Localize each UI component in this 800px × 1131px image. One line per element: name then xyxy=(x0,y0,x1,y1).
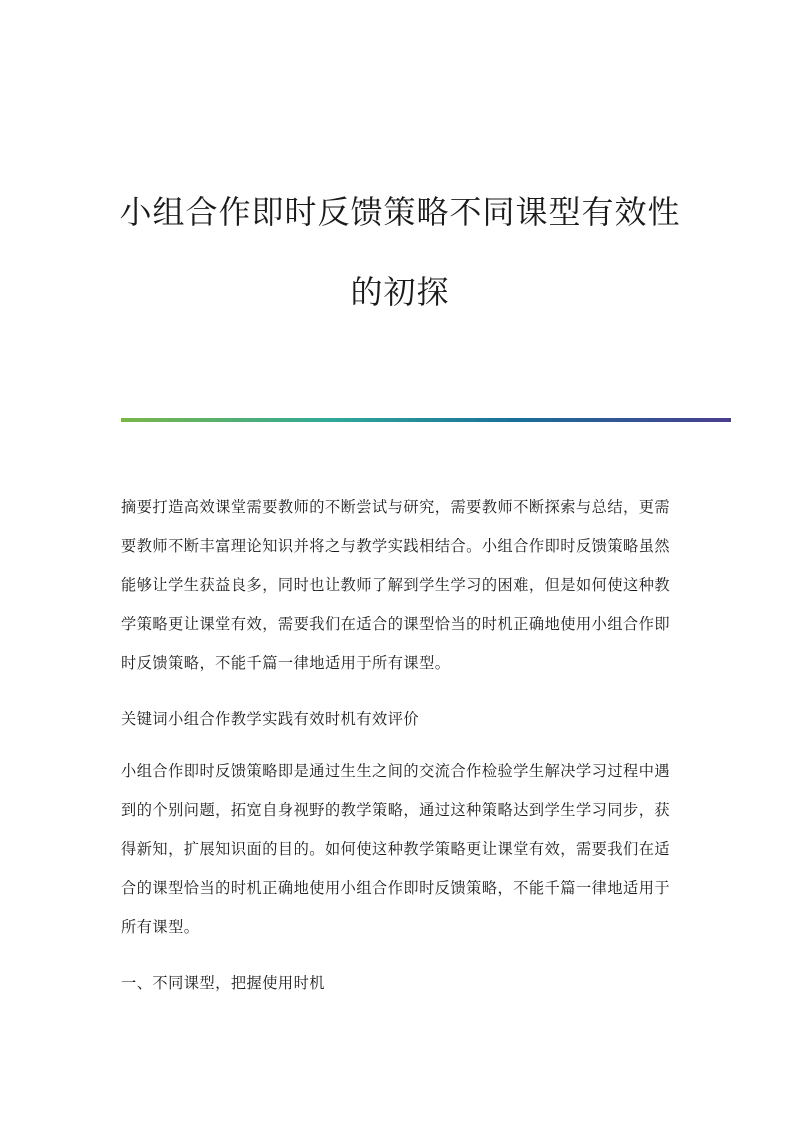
gradient-divider xyxy=(121,418,731,422)
abstract-paragraph: 摘要打造高效课堂需要教师的不断尝试与研究，需要教师不断探索与总结，更需要教师不断丰富理论知识并将之与教学实践相结合。小组合作即时反馈策略虽然能够让学生获益良多，同时也让教师了解到学生学习的困难，但是如何使这种教学策略更让课堂有效，需要我们在适合的课型恰当的时机正确地使用小组合作即时反馈策略，不能千篇一律地适用于所有课型。 xyxy=(121,498,671,672)
document-title-line-1: 小组合作即时反馈策略不同课型有效性 xyxy=(119,193,681,231)
document-title-line-2: 的初探 xyxy=(350,273,450,311)
keywords-line: 关键词小组合作教学实践有效时机有效评价 xyxy=(121,710,420,728)
intro-paragraph: 小组合作即时反馈策略即是通过生生之间的交流合作检验学生解决学习过程中遇到的个别问题，拓宽自身视野的教学策略，通过这种策略达到学生学习同步，获得新知，扩展知识面的目的。如何使这种教学策略更让课堂有效，需要我们在适合的课型恰当的时机正确地使用小组合作即时反馈策略，不能千篇一律地适用于所有课型。 xyxy=(121,762,671,936)
section-heading-1: 一、不同课型，把握使用时机 xyxy=(121,974,325,992)
